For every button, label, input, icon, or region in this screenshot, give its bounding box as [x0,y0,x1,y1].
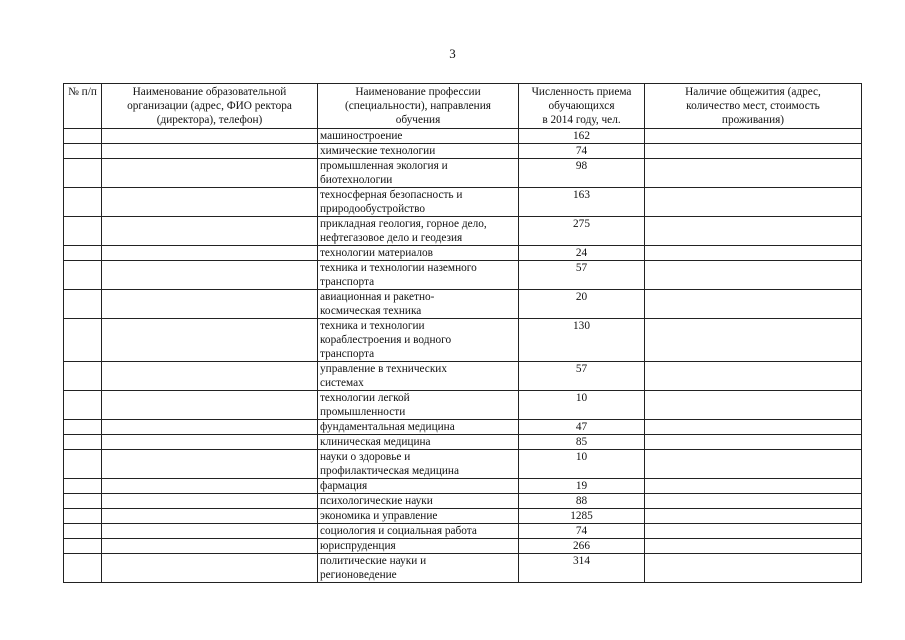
dormitory-cell [645,129,862,144]
admission-count-cell: 1285 [519,509,645,524]
profession-cell [318,261,519,290]
number-cell [64,524,102,539]
header-text-line: (директора), телефон) [156,114,263,126]
organization-cell [102,554,318,583]
table-row [64,319,862,362]
profession-cell [318,524,519,539]
number-cell [64,450,102,479]
table-row [64,246,862,261]
profession-text-line: юриспруденция [320,540,396,552]
profession-cell [318,129,519,144]
dormitory-cell [645,435,862,450]
profession-cell [318,144,519,159]
dormitory-cell [645,420,862,435]
admission-count-cell: 74 [519,524,645,539]
profession-text-line: экономика и управление [320,510,438,522]
table-row [64,539,862,554]
table-row [64,362,862,391]
organization-cell [102,246,318,261]
profession-text-line: техника и технологии [320,320,425,332]
header-text-line: Наименование профессии [355,86,481,98]
table-body [64,129,862,583]
dormitory-cell [645,217,862,246]
admission-count-cell: 162 [519,129,645,144]
profession-cell [318,450,519,479]
header-text-line: в 2014 году, чел. [542,114,621,126]
dormitory-cell [645,188,862,217]
profession-text-line: фундаментальная медицина [320,421,455,433]
number-cell [64,391,102,420]
admission-count-cell: 163 [519,188,645,217]
profession-cell [318,290,519,319]
profession-cell [318,494,519,509]
table-row [64,188,862,217]
organization-cell [102,391,318,420]
profession-text-line: химические технологии [320,145,436,157]
header-dormitory [645,84,862,129]
admission-count-cell: 19 [519,479,645,494]
profession-text-line: прикладная геология, горное дело, [320,218,487,230]
admission-count-cell: 130 [519,319,645,362]
organization-cell [102,524,318,539]
dormitory-cell [645,479,862,494]
admission-count-cell: 10 [519,450,645,479]
profession-text-line: управление в технических [320,363,447,375]
admission-count-cell: 74 [519,144,645,159]
profession-text-line: космическая техника [320,305,422,317]
profession-cell [318,188,519,217]
dormitory-cell [645,524,862,539]
profession-text-line: психологические науки [320,495,433,507]
dormitory-cell [645,509,862,524]
admission-count-cell: 20 [519,290,645,319]
admission-count-cell: 47 [519,420,645,435]
dormitory-cell [645,290,862,319]
organization-cell [102,319,318,362]
dormitory-cell [645,144,862,159]
profession-cell [318,391,519,420]
dormitory-cell [645,261,862,290]
profession-text-line: природообустройство [320,203,426,215]
admission-count-cell: 57 [519,261,645,290]
header-text-line: № п/п [68,86,97,98]
profession-text-line: техносферная безопасность и [320,189,463,201]
profession-cell [318,217,519,246]
organization-cell [102,144,318,159]
table-row [64,450,862,479]
organization-cell [102,129,318,144]
profession-cell [318,479,519,494]
profession-text-line: техника и технологии наземного [320,262,477,274]
profession-text-line: биотехнологии [320,174,393,186]
number-cell [64,129,102,144]
organization-cell [102,479,318,494]
admission-count-cell: 275 [519,217,645,246]
profession-cell [318,554,519,583]
profession-text-line: транспорта [320,276,375,288]
header-text-line: проживания) [721,114,785,126]
number-cell [64,554,102,583]
page-number: 3 [449,46,456,61]
admission-table [63,83,862,583]
number-cell [64,319,102,362]
profession-cell [318,246,519,261]
header-text-line: обучающихся [548,100,615,112]
table-row [64,524,862,539]
profession-text-line: системах [320,377,364,389]
table-row [64,217,862,246]
organization-cell [102,290,318,319]
header-text-line: организации (адрес, ФИО ректора [127,100,292,112]
profession-cell [318,435,519,450]
number-cell [64,420,102,435]
profession-cell [318,420,519,435]
header-text-line: обучения [395,114,441,126]
profession-cell [318,539,519,554]
dormitory-cell [645,539,862,554]
profession-cell [318,159,519,188]
organization-cell [102,261,318,290]
organization-cell [102,188,318,217]
table-row [64,144,862,159]
profession-text-line: науки о здоровье и [320,451,411,463]
admission-count-cell: 57 [519,362,645,391]
header-admission-count [519,84,645,129]
profession-cell [318,319,519,362]
admission-count-cell: 88 [519,494,645,509]
table-row [64,554,862,583]
number-cell [64,494,102,509]
profession-text-line: профилактическая медицина [320,465,459,477]
header-row [64,84,862,129]
organization-cell [102,450,318,479]
profession-text-line: машиностроение [320,130,403,142]
profession-text-line: нефтегазовое дело и геодезия [320,232,463,244]
dormitory-cell [645,494,862,509]
profession-text-line: технологии легкой [320,392,410,404]
organization-cell [102,159,318,188]
organization-cell [102,420,318,435]
number-cell [64,290,102,319]
profession-cell [318,509,519,524]
header-organization [102,84,318,129]
table-row [64,435,862,450]
organization-cell [102,539,318,554]
organization-cell [102,509,318,524]
number-cell [64,509,102,524]
profession-text-line: кораблестроения и водного [320,334,452,346]
number-cell [64,539,102,554]
dormitory-cell [645,391,862,420]
number-cell [64,362,102,391]
profession-text-line: клиническая медицина [320,436,431,448]
table-row [64,391,862,420]
admission-count-cell: 85 [519,435,645,450]
dormitory-cell [645,246,862,261]
number-cell [64,144,102,159]
header-profession [318,84,519,129]
number-cell [64,188,102,217]
number-cell [64,435,102,450]
header-text-line: Наличие общежития (адрес, [685,86,821,98]
dormitory-cell [645,450,862,479]
profession-cell [318,362,519,391]
dormitory-cell [645,319,862,362]
dormitory-cell [645,362,862,391]
profession-text-line: авиационная и ракетно- [320,291,435,303]
profession-text-line: регионоведение [320,569,397,581]
organization-cell [102,217,318,246]
organization-cell [102,435,318,450]
admission-count-cell: 10 [519,391,645,420]
header-text-line: Численность приема [531,86,632,98]
number-cell [64,479,102,494]
admission-count-cell: 98 [519,159,645,188]
table-row [64,159,862,188]
organization-cell [102,494,318,509]
header-text-line: количество мест, стоимость [686,100,820,112]
profession-text-line: промышленная экология и [320,160,448,172]
table-row [64,129,862,144]
number-cell [64,246,102,261]
table-row [64,261,862,290]
header-text-line: Наименование образовательной [132,86,287,98]
table-row [64,509,862,524]
dormitory-cell [645,159,862,188]
table-header [64,84,862,129]
header-text-line: (специальности), направления [345,100,491,112]
profession-text-line: промышленности [320,406,406,418]
admission-count-cell: 266 [519,539,645,554]
table-row [64,494,862,509]
number-cell [64,217,102,246]
profession-text-line: транспорта [320,348,375,360]
table-row [64,290,862,319]
organization-cell [102,362,318,391]
number-cell [64,159,102,188]
profession-text-line: фармация [320,480,368,492]
admission-count-cell: 314 [519,554,645,583]
profession-text-line: политические науки и [320,555,427,567]
admission-count-cell: 24 [519,246,645,261]
table-row [64,420,862,435]
number-cell [64,261,102,290]
profession-text-line: социология и социальная работа [320,525,477,537]
profession-text-line: технологии материалов [320,247,434,259]
dormitory-cell [645,554,862,583]
table-row [64,479,862,494]
header-number [64,84,102,129]
